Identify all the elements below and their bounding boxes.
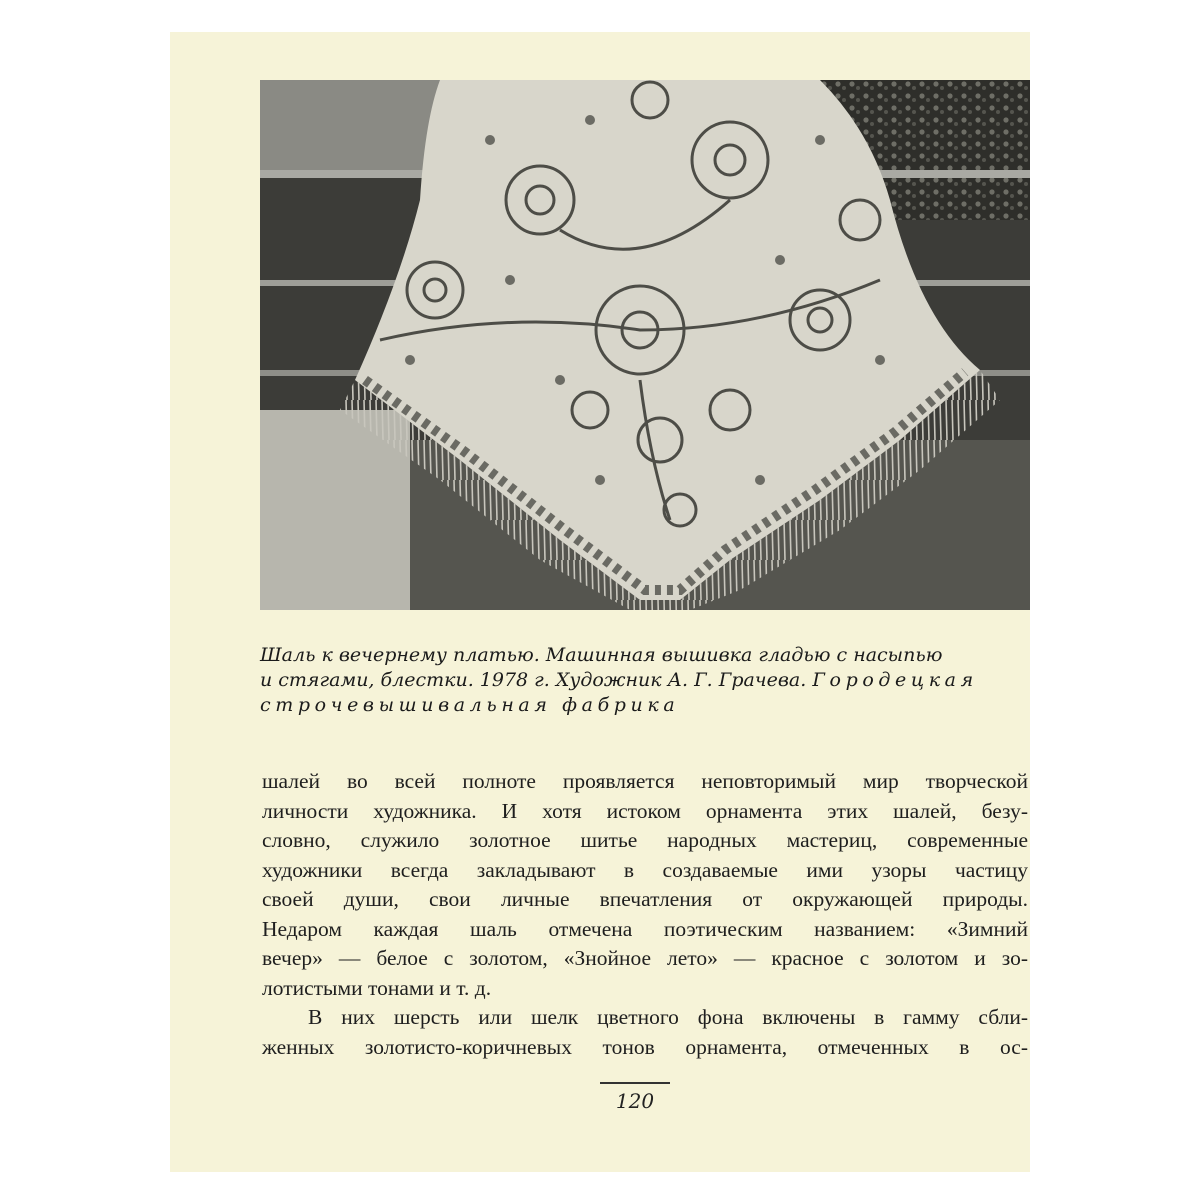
- page-number: 120: [615, 1089, 655, 1113]
- caption-line-3: строчевышивальная фабрика: [260, 694, 680, 716]
- body-line: женных золотисто-коричневых тонов орнамента, отмеченных в ос-: [262, 1034, 1028, 1059]
- caption-line-2: и стягами, блестки. 1978 г. Художник А. Г. Грачева.: [260, 669, 807, 691]
- figure-caption: [260, 643, 1030, 718]
- body-text: [262, 767, 1028, 1062]
- body-line: словно, служило золотное шитье народных мастериц, современные: [262, 828, 1028, 852]
- body-line: Недаром каждая шаль отмечена поэтическим названием: «Зимний: [262, 916, 1028, 941]
- body-line: художники всегда закладывают в создаваемые ими узоры частицу: [262, 857, 1028, 882]
- body-line: лотистыми тонами и т. д.: [262, 975, 492, 1000]
- shawl-photograph: [260, 80, 1030, 610]
- body-line: своей души, свои личные впечатления от окружающей природы.: [262, 887, 1028, 911]
- body-line: личности художника. И хотя истоком орнамента этих шалей, безу-: [262, 798, 1028, 823]
- page-number-rule: [600, 1082, 670, 1084]
- body-line: В них шерсть или шелк цветного фона включены в гамму сбли-: [308, 1005, 1028, 1029]
- body-line: шалей во всей полноте проявляется неповторимый мир творческой: [262, 769, 1028, 793]
- caption-line-2-spaced: Городецкая: [812, 669, 978, 691]
- caption-line-1: Шаль к вечернему платью. Машинная вышивка гладью с насыпью: [260, 644, 943, 666]
- body-line: вечер» — белое с золотом, «Знойное лето» — красное с золотом и зо-: [262, 946, 1028, 970]
